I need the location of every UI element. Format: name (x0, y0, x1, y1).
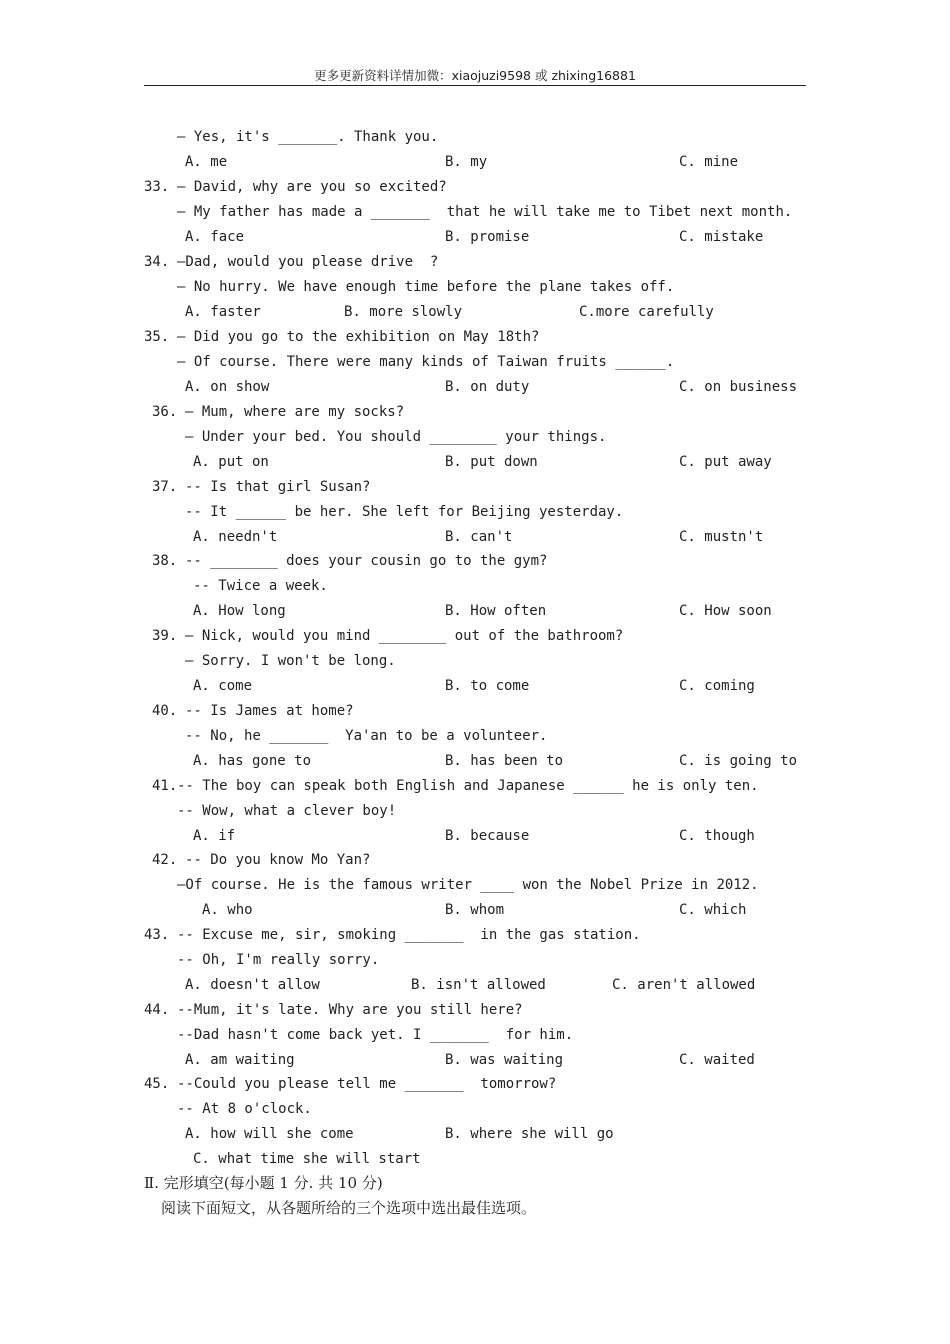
q37-question: -- Is that girl Susan? (185, 479, 371, 495)
q37-option-c: C. mustn't (679, 529, 764, 545)
header-rule (144, 85, 806, 86)
q42-option-a: A. who (202, 902, 253, 918)
q34-option-a: A. faster (185, 304, 261, 320)
q37-option-a: A. needn't (193, 529, 278, 545)
q35-option-c: C. on business (679, 379, 798, 395)
q36-option-c: C. put away (679, 454, 772, 470)
q44-question: --Mum, it's late. Why are you still here? (177, 1002, 523, 1018)
q36-answer-line: — Under your bed. You should ________ your things. (185, 429, 607, 445)
q38-number: 38. (152, 553, 178, 569)
q34-option-c: C.more carefully (579, 304, 714, 320)
q43-number: 43. (144, 927, 170, 943)
q40-question: -- Is James at home? (185, 703, 354, 719)
q43-question: -- Excuse me, sir, smoking _______ in the gas station. (177, 927, 641, 943)
q38-option-b: B. How often (445, 603, 547, 619)
q40-option-a: A. has gone to (193, 753, 312, 769)
q45-answer-line: -- At 8 o'clock. (177, 1101, 312, 1117)
q33-option-a: A. face (185, 229, 245, 245)
q43-option-a: A. doesn't allow (185, 977, 320, 993)
q34-answer-line: — No hurry. We have enough time before the plane takes off. (177, 279, 675, 295)
q34-number: 34. (144, 254, 170, 270)
q45-option-c: C. what time she will start (193, 1151, 421, 1167)
q36-question: — Mum, where are my socks? (185, 404, 405, 420)
q43-answer-line: -- Oh, I'm really sorry. (177, 952, 380, 968)
q43-option-b: B. isn't allowed (411, 977, 546, 993)
q37-option-b: B. can't (445, 529, 513, 545)
q35-number: 35. (144, 329, 170, 345)
q41-number: 41. (152, 778, 178, 794)
q42-question: -- Do you know Mo Yan? (185, 852, 371, 868)
q39-option-a: A. come (193, 678, 253, 694)
q40-answer-line: -- No, he _______ Ya'an to be a volunteer. (185, 728, 548, 744)
q38-option-a: A. How long (193, 603, 286, 619)
q34-option-b: B. more slowly (344, 304, 463, 320)
q32-option-a: A. me (185, 154, 228, 170)
q40-option-b: B. has been to (445, 753, 564, 769)
q35-question: — Did you go to the exhibition on May 18th? (177, 329, 540, 345)
q33-number: 33. (144, 179, 170, 195)
q45-number: 45. (144, 1076, 170, 1092)
q41-option-c: C. though (679, 828, 755, 844)
q36-option-a: A. put on (193, 454, 269, 470)
q45-question: --Could you please tell me _______ tomorrow? (177, 1076, 557, 1092)
q42-option-b: B. whom (445, 902, 505, 918)
q32-answer-line: — Yes, it's _______. Thank you. (177, 129, 439, 145)
q33-option-c: C. mistake (679, 229, 764, 245)
q40-number: 40. (152, 703, 178, 719)
q44-option-b: B. was waiting (445, 1052, 564, 1068)
q37-answer-line: -- It ______ be her. She left for Beijing yesterday. (185, 504, 624, 520)
q44-answer-line: --Dad hasn't come back yet. I _______ for him. (177, 1027, 574, 1043)
q36-option-b: B. put down (445, 454, 538, 470)
q42-answer-line: —Of course. He is the famous writer ____ won the Nobel Prize in 2012. (177, 877, 759, 893)
q44-option-a: A. am waiting (185, 1052, 295, 1068)
q45-option-a: A. how will she come (185, 1126, 354, 1142)
q35-option-a: A. on show (185, 379, 270, 395)
q33-option-b: B. promise (445, 229, 530, 245)
q45-option-b: B. where she will go (445, 1126, 614, 1142)
q38-question: -- ________ does your cousin go to the gym? (185, 553, 548, 569)
page-header: 更多更新资料详情加微：xiaojuzi9598 或 zhixing16881 (314, 68, 636, 83)
q39-number: 39. (152, 628, 178, 644)
q44-option-c: C. waited (679, 1052, 755, 1068)
q44-number: 44. (144, 1002, 170, 1018)
q33-question: — David, why are you so excited? (177, 179, 447, 195)
q42-option-c: C. which (679, 902, 747, 918)
q41-option-b: B. because (445, 828, 530, 844)
section-2-title: Ⅱ. 完形填空(每小题 1 分. 共 10 分) (144, 1174, 383, 1192)
q43-option-c: C. aren't allowed (612, 977, 756, 993)
section-2-instruction: 阅读下面短文，从各题所给的三个选项中选出最佳选项。 (161, 1199, 537, 1217)
q39-option-b: B. to come (445, 678, 530, 694)
q33-answer-line: — My father has made a _______ that he will take me to Tibet next month. (177, 204, 793, 220)
q41-question: -- The boy can speak both English and Japanese ______ he is only ten. (177, 778, 759, 794)
q34-question: —Dad, would you please drive ? (177, 254, 439, 270)
q35-answer-line: — Of course. There were many kinds of Taiwan fruits ______. (177, 354, 675, 370)
q41-answer-line: -- Wow, what a clever boy! (177, 803, 397, 819)
q39-question: — Nick, would you mind ________ out of the bathroom? (185, 628, 624, 644)
q39-answer-line: — Sorry. I won't be long. (185, 653, 396, 669)
q36-number: 36. (152, 404, 178, 420)
q39-option-c: C. coming (679, 678, 755, 694)
q37-number: 37. (152, 479, 178, 495)
q41-option-a: A. if (193, 828, 236, 844)
q32-option-c: C. mine (679, 154, 739, 170)
q32-option-b: B. my (445, 154, 488, 170)
q38-option-c: C. How soon (679, 603, 772, 619)
q42-number: 42. (152, 852, 178, 868)
q38-answer-line: -- Twice a week. (193, 578, 328, 594)
q40-option-c: C. is going to (679, 753, 798, 769)
q35-option-b: B. on duty (445, 379, 530, 395)
